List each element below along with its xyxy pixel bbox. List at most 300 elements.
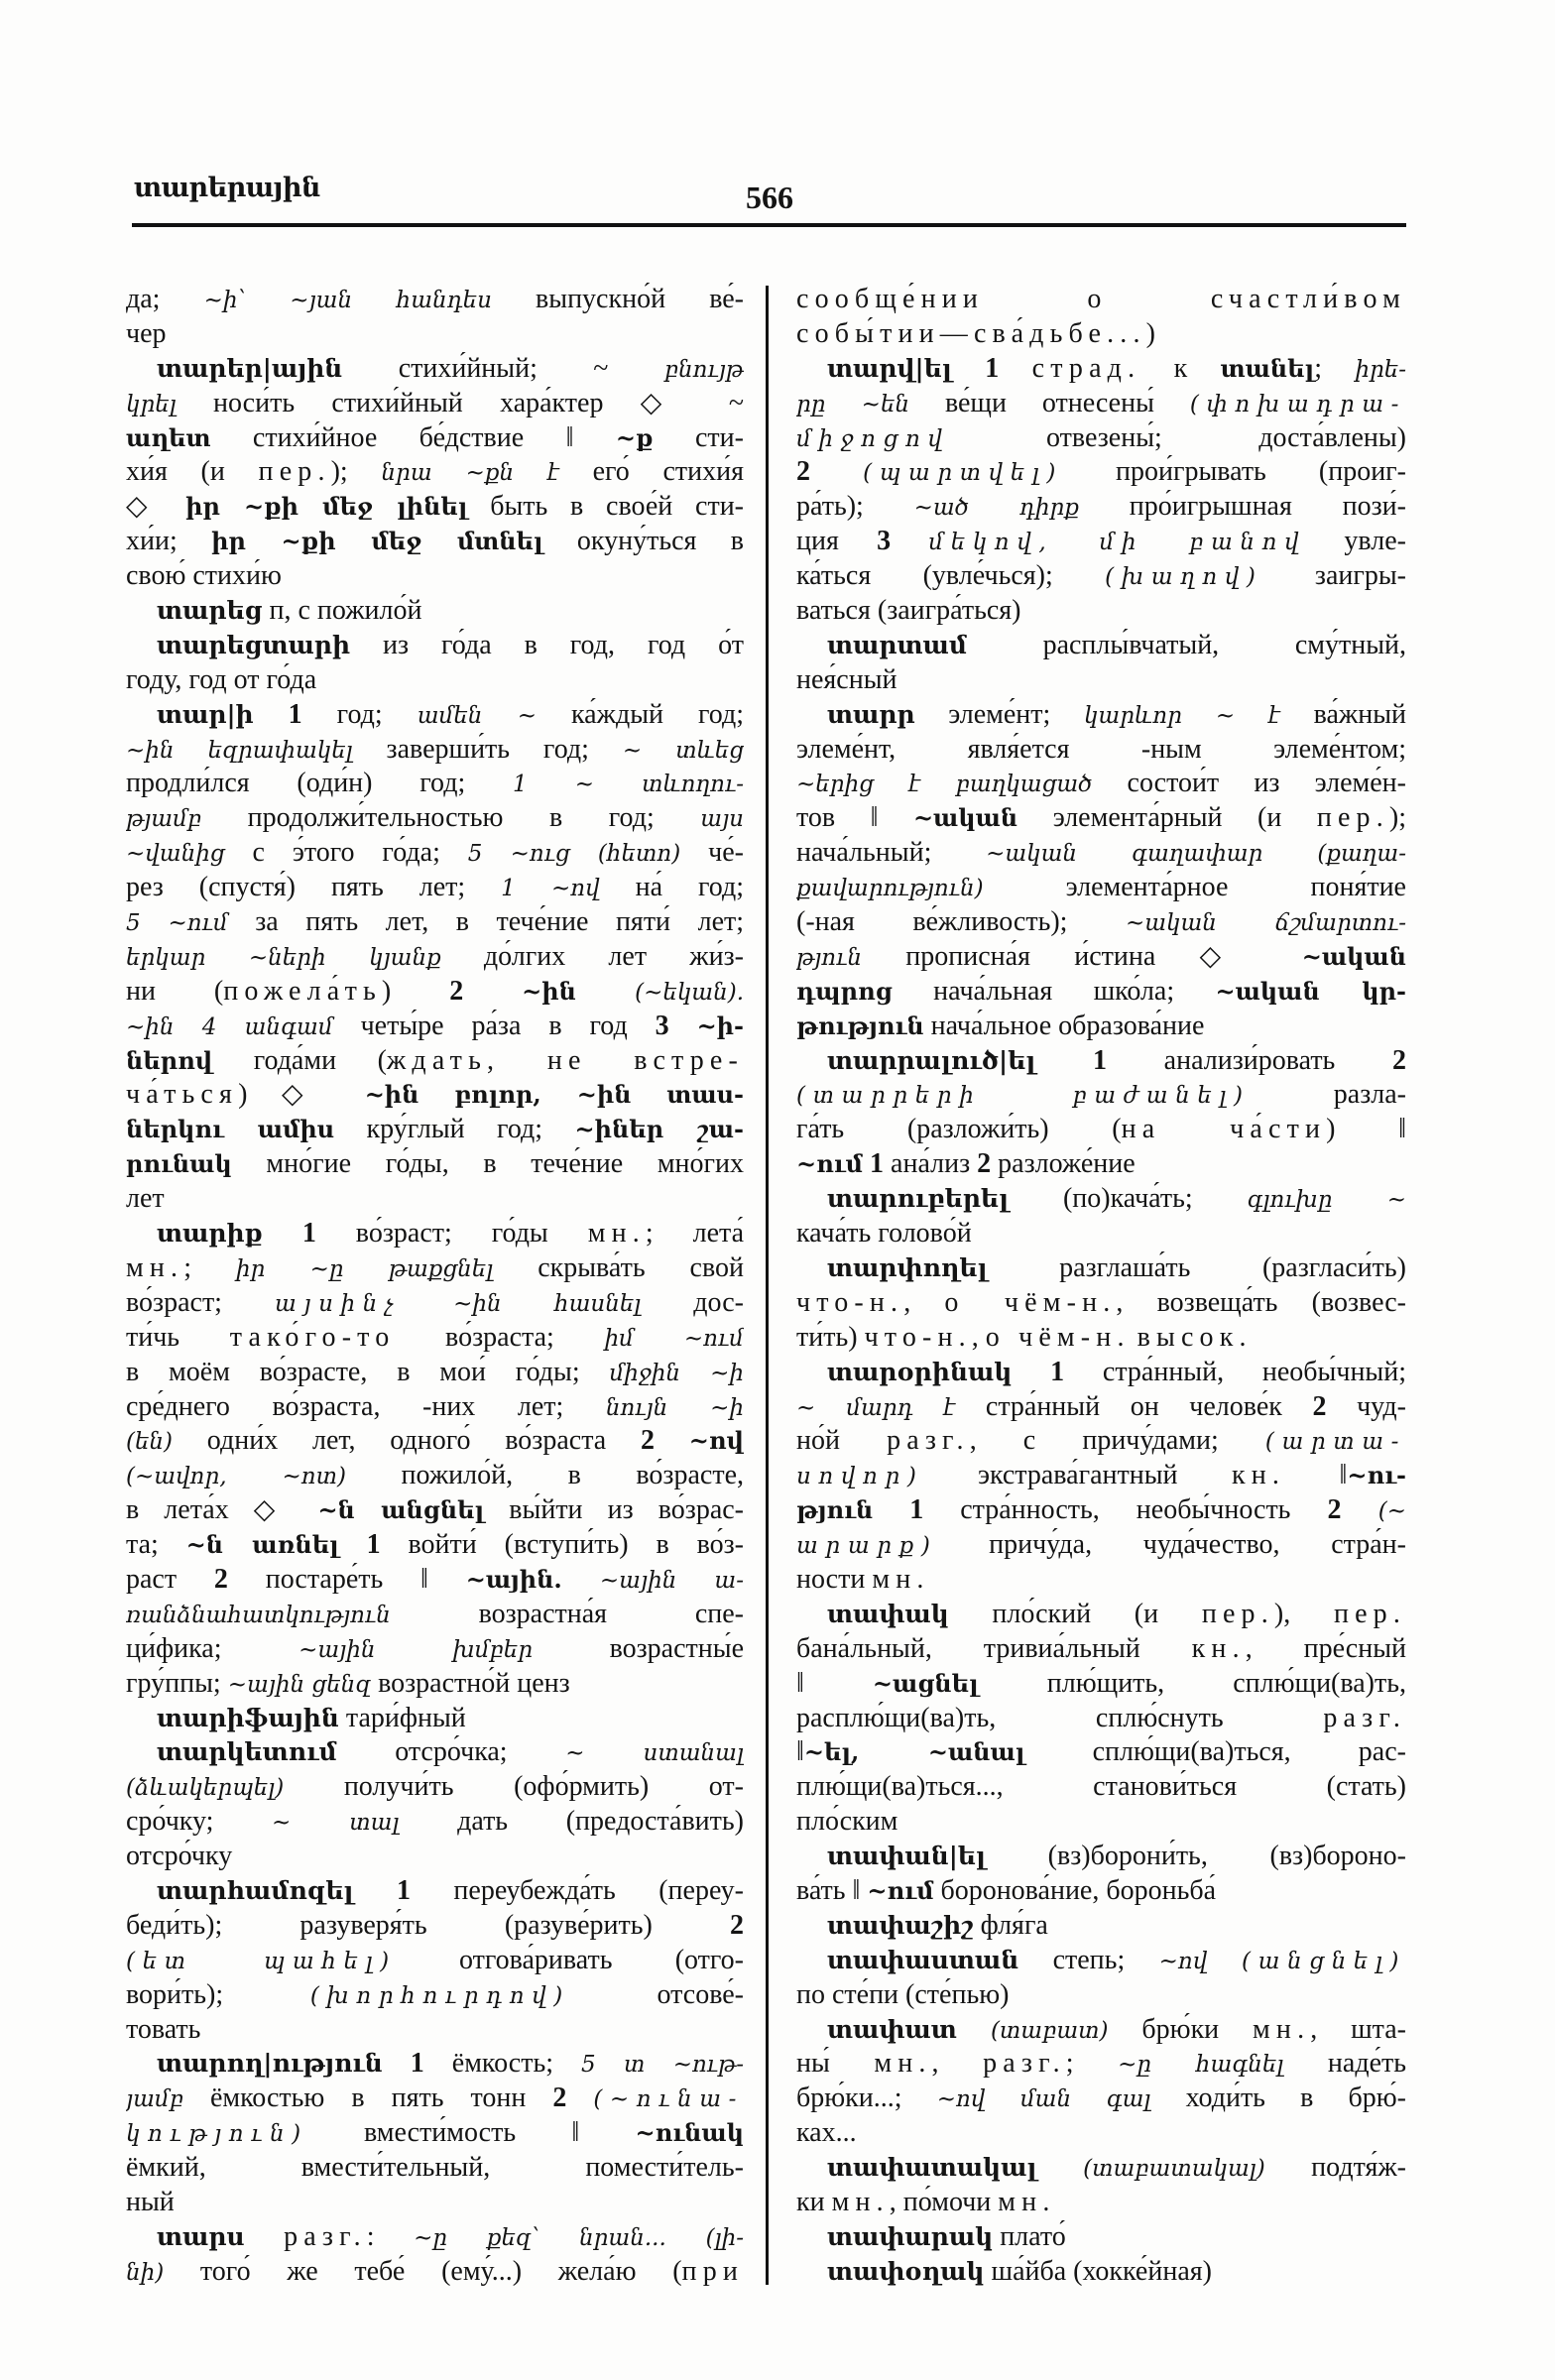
translation-text: хи́и; [126,526,212,557]
bold-phrase: ~ք [615,422,654,452]
headword: տափակ [827,1599,949,1628]
translation-text: получи́ть (офо́рмить) от- [284,1771,744,1803]
dictionary-line [796,1251,1406,1286]
page-number: 566 [746,179,793,215]
headword: տափաշիշ [827,1910,974,1940]
translation-text: сре́днего во́зраста, -них лет; [126,1390,606,1422]
translation-text: чуд- [1326,1390,1406,1422]
sense-number: 1 [262,1218,316,1250]
spaced-label: мн. [587,1218,646,1250]
armenian-example: 5 ~ուց (հետո) [467,841,681,868]
translation-text: нея́сный [796,663,897,695]
dictionary-line [796,1217,1406,1251]
armenian-example: թյամբ [126,806,202,833]
armenian-example: նի) [126,2259,165,2286]
translation-text: , [971,1321,986,1353]
dictionary-line [796,2255,1406,2290]
translation-text: разложе́ние [991,1148,1136,1180]
armenian-example: 5 ~ում [126,910,228,937]
translation-text: дать (предоста́вить) [399,1806,744,1838]
dictionary-line [796,2013,1406,2048]
armenian-example: (~ավոր, ~ոտ) [126,1464,346,1490]
bold-phrase: ~ի- [696,1011,744,1040]
dictionary-line [126,1010,744,1044]
translation-text: ва́жный [1279,698,1406,730]
dictionary-line [796,2220,1406,2255]
armenian-example: 1 ~ով [501,876,600,902]
translation-text: ёмкость; [423,2048,582,2080]
armenian-example-spaced: (անցնել) [1242,1948,1406,1974]
translation-text: ёмкостью в пять тонн [182,2082,553,2114]
translation-text: (вз)борони́ть, (вз)бороно- [986,1841,1406,1872]
translation-text: стра́нный, необы́чный; [1064,1356,1406,1387]
translation-text: разглаша́ть (разгласи́ть) [987,1251,1406,1283]
dictionary-line [796,525,1406,559]
dictionary-line [126,1356,744,1390]
dictionary-line [126,767,744,801]
armenian-example: ~ը հագնել [1118,2052,1284,2079]
dictionary-line [126,1805,744,1840]
translation-text: раст [126,1563,214,1595]
bold-phrase: տանել [1220,353,1315,383]
translation-text: продли́лся (оди́н) год; [126,768,514,799]
dictionary-line [796,2186,1406,2220]
dictionary-line [126,1286,744,1321]
spaced-label: разг. [887,1425,970,1457]
armenian-example: այս [700,806,744,833]
dictionary-line [796,1840,1406,1874]
translation-text: отсове́- [569,1978,744,2010]
armenian-example-spaced: (~ունա- [593,2086,744,2113]
dictionary-line [126,1598,744,1632]
spaced-label: ча́ться [126,1079,239,1111]
armenian-example: (~եկան). [575,979,744,1006]
bold-phrase: դպրոց [796,976,893,1006]
spaced-label: мн. [126,1251,184,1283]
spaced-label: мн. [874,2048,932,2080]
headword: տարտամ [827,630,967,659]
headword: տարուբերել [827,1184,1010,1214]
translation-text: элемента́рное поня́тие [983,872,1406,903]
translation-text: элеме́нт; [914,698,1084,730]
armenian-example: թյուն [796,944,862,971]
sense-number: 1 [1012,1356,1065,1387]
sense-number: 1 [863,1148,885,1180]
headword: տափան|ել [827,1842,986,1871]
dictionary-line [796,663,1406,698]
translation-text: одни́х лет, одного́ во́зраста [173,1425,642,1457]
translation-text: ция [796,526,878,557]
translation-text: скрыва́ть свой [493,1251,744,1283]
translation-text: ёмкий, вмести́тельный, помести́тель- [126,2152,744,2184]
sense-number: 3 [877,526,929,557]
bold-phrase: րունակ [126,1149,232,1179]
armenian-example-spaced: (արտա- [1264,1429,1406,1456]
translation-text: носи́ть стихи́йный хара́ктер ◇ ~ [176,387,744,418]
armenian-example: իմ ~ում [604,1325,744,1352]
armenian-example: միջին ~ի [609,1360,744,1386]
spaced-label: разг. [284,2220,367,2252]
armenian-example: 1 ~ տևողու- [513,772,744,798]
dictionary-line [796,317,1406,352]
translation-text: стра́нный он челове́к [955,1390,1313,1422]
translation-text: пожило́й, в во́зрасте, [346,1460,744,1491]
dictionary-line [126,801,744,836]
dictionary-line [796,490,1406,525]
dictionary-line [796,1667,1406,1702]
dictionary-line [796,871,1406,905]
dictionary-line [126,1563,744,1598]
translation-text: переубежда́ть (переу- [410,1874,744,1906]
translation-text: во́зраст; го́ды [315,1218,588,1250]
dictionary-line [126,1147,744,1182]
translation-text: ) [381,975,450,1007]
spaced-label: что-н. [796,1286,904,1318]
armenian-example: ~ մարդ է [796,1394,956,1421]
dictionary-line [796,1978,1406,2013]
sense-number: 1 [1035,1044,1107,1076]
dictionary-line [796,2082,1406,2116]
translation-text: га́ть (разложи́ть) ( [796,1114,1122,1145]
armenian-example: գլուխը ~ [1247,1187,1406,1214]
dictionary-line [796,1044,1406,1079]
spaced-label: пер. [1333,1598,1406,1629]
translation-text: гру́ппы; [126,1667,228,1699]
armenian-example-spaced: (փոխադրա- [1189,391,1406,417]
translation-text: бана́льный, тривиа́льный [796,1632,1192,1664]
translation-text: отвезены́; доста́влены) [949,421,1406,453]
dictionary-line [796,836,1406,871]
dictionary-line [796,1286,1406,1321]
bold-phrase: ~ել, ~անալ [803,1737,1025,1767]
translation-text: ; лета́ [645,1218,744,1250]
translation-text: увле- [1306,526,1406,557]
translation-text: хи́я (и [126,456,259,488]
bold-phrase: ~ով [688,1426,744,1456]
dictionary-line [796,1770,1406,1805]
headword: տափատ [827,2014,957,2044]
translation-text: году, год от го́да [126,663,317,695]
dictionary-line [126,2255,744,2290]
translation-text: мно́гие го́ды, в тече́ние мно́гих [231,1148,744,1180]
armenian-example-spaced: (ետ պահել) [126,1948,397,1974]
armenian-example-spaced: (խաղով) [1105,564,1263,591]
dictionary-line [126,1770,744,1805]
translation-text: постаре́ть ‖ [227,1563,466,1595]
dictionary-line [796,1735,1406,1770]
spaced-label: тако́го-то [229,1321,396,1353]
armenian-example: ~ տալ [272,1810,400,1837]
dictionary-line [796,421,1406,456]
translation-text: продолжи́тельностью в год; [201,802,701,834]
sense-number: 1 [873,1494,924,1526]
armenian-example: (տաբատ) [956,2017,1109,2044]
headword: տարիք [157,1219,263,1249]
armenian-example: ~ին 4 անգամ [126,1013,333,1040]
dictionary-line [126,2047,744,2082]
translation-text: ‖ [1285,1460,1348,1491]
translation-text: нача́льная шко́ла; [892,975,1216,1007]
dictionary-line [126,1251,744,1286]
sense-number: 1 [353,1874,411,1906]
translation-text: брю́ки...; [796,2082,937,2114]
bold-phrase: ~ական [1301,941,1406,971]
dictionary-line [126,283,744,317]
dictionary-line [796,1424,1406,1459]
translation-text: пло́ский (и [948,1598,1202,1629]
dictionary-line [796,1944,1406,1978]
translation-text: , [931,2048,984,2080]
translation-text: на́ год; [599,872,744,903]
headword: տարվ|ել [827,353,952,383]
bold-phrase: ~ու- [1347,1461,1406,1490]
translation-text: экстрава́гантный [923,1460,1232,1491]
armenian-example: ~ին հասնել [400,1290,642,1317]
headword: տարեցտարի [157,630,351,659]
translation-text: анализи́ровать [1107,1044,1393,1076]
dictionary-line [126,2082,744,2116]
translation-text: нача́льное образова́ние [923,1010,1205,1041]
spaced-label: пожела́ть [223,975,382,1007]
dictionary-line [796,2047,1406,2082]
translation-text: че́- [680,837,744,869]
bold-phrase: ~իներ շա- [574,1115,744,1144]
armenian-example: (~ [1341,1498,1406,1525]
dictionary-line [126,1321,744,1356]
dictionary-line [126,1459,744,1493]
dictionary-line [796,559,1406,594]
translation-text: ности [796,1563,873,1595]
armenian-example: ~ը քեզ՝ նրան... (լի- [414,2224,744,2251]
dictionary-line [126,317,744,352]
bold-phrase: ~ում [867,1875,934,1905]
dictionary-line [796,352,1406,387]
dictionary-line [126,559,744,594]
spaced-label: ждать, не встре- [386,1044,744,1076]
translation-text: плато́ [993,2220,1066,2252]
translation-text: ны́ [796,2048,875,2080]
translation-text: заверши́ть год; [352,733,623,765]
translation-text: лет [126,1183,165,1215]
translation-text: стихи́йный; ~ [342,352,664,384]
translation-text: года́ми ( [212,1044,387,1076]
armenian-example: 5 տ ~ութ- [581,2052,744,2079]
translation-text: отгова́ривать (отго- [396,1944,744,1975]
armenian-example-spaced: (տարրերի բաժանել) [796,1083,1251,1110]
dictionary-line [126,629,744,663]
dictionary-line [126,1424,744,1459]
armenian-example: իր ~ը թաքցնել [235,1255,494,1282]
translation-text: его́ стихи́я [558,456,744,488]
translation-text: вори́ть); [126,1978,310,2010]
translation-text: брю́ки [1108,2013,1254,2045]
translation-text: ра́ть); [796,491,914,523]
translation-text: дос- [641,1286,744,1318]
sense-number: 2 [1327,1494,1342,1526]
translation-text: , пре́сный [1245,1632,1406,1664]
translation-text: ) ‖ [1326,1114,1406,1145]
headword: տափաստան [827,1945,1019,1974]
translation-text: да; [126,284,204,314]
translation-text: заигры- [1262,560,1406,592]
translation-text: ни ( [126,975,224,1007]
headword: տարող|ություն [157,2049,383,2079]
dictionary-line [126,1113,744,1147]
bold-phrase: ~ական կր- [1215,976,1406,1006]
sense-number: 2 [1392,1044,1406,1076]
translation-text: с э́того го́да; [224,837,468,869]
translation-text: прои́грывать (проиг- [1062,456,1406,488]
sense-number: 1 [382,2048,424,2080]
translation-text: тари́фный [338,1702,466,1733]
dictionary-line [126,1182,744,1217]
dictionary-line [126,1978,744,2013]
spaced-label: сообще́нии о счастли́вом [796,284,1406,314]
dictionary-line [796,1493,1406,1528]
armenian-example-spaced: մեկով, մի բանով [928,530,1307,556]
sense-number: 1 [253,698,302,730]
dictionary-line [796,1598,1406,1632]
armenian-example: ~ային ցենզ [227,1671,372,1698]
headword: տափօղակ [827,2256,985,2286]
translation-text: фля́га [973,1909,1048,1941]
armenian-example-spaced: (պարտվել) [863,460,1063,487]
bold-phrase: ~ունակ [635,2118,744,2148]
translation-text: ша́йба (хокке́йная) [984,2255,1212,2287]
translation-text: ; [1065,2048,1119,2080]
spaced-label: высок. [1136,1321,1253,1353]
dictionary-line [126,663,744,698]
dictionary-line [126,836,744,871]
translation-text: ках... [796,2117,857,2149]
translation-text: ти́ть) [796,1321,865,1353]
dictionary-line [126,871,744,905]
translation-text: ); [1388,802,1406,834]
armenian-example: երկար ~ների կյանք [126,944,441,971]
dictionary-line [796,1528,1406,1563]
dictionary-line [796,1909,1406,1944]
bold-phrase: ~ային. [465,1564,562,1594]
headword: տարեց [157,596,263,626]
dictionary-line [796,1563,1406,1598]
translation-text: ), [1273,1598,1334,1629]
dictionary-line [796,1147,1406,1182]
dictionary-line [796,283,1406,317]
translation-text: причу́да, чуда́чество, стра́н- [937,1529,1406,1561]
headword: տարր [827,699,915,729]
sense-number: 2 [977,1148,992,1180]
headword: տարօրինակ [827,1357,1013,1386]
dictionary-line [126,2116,744,2151]
headword: տափարակ [827,2221,994,2251]
translation-text: ана́лиз [884,1148,978,1180]
translation-text: , [903,1286,945,1318]
translation-text: ‖ [796,1667,873,1699]
dictionary-line [126,1528,744,1563]
spaced-label: о чём-н. [985,1321,1131,1353]
bold-phrase: ներով [126,1045,213,1075]
sense-number: 2 [1312,1390,1327,1422]
dictionary-line [796,1078,1406,1113]
translation-text: выпускно́й ве́- [491,284,744,314]
dictionary-line [126,455,744,490]
spaced-label: разг. [983,2048,1066,2080]
dictionary-line [796,975,1406,1010]
armenian-example: (տաբատակալ) [1036,2156,1265,2183]
dictionary-line [126,421,744,456]
running-head: տարերային [134,173,320,203]
translation-text: из го́да в год, год о́т [350,629,744,660]
bold-phrase: իր ~քի մեջ մտնել [211,527,543,556]
sense-number: 2 [796,456,864,488]
dictionary-line [796,387,1406,421]
translation-text: того́ же тебе́ (ему́...) жела́ю ( [164,2255,682,2287]
bold-phrase: իր ~քի մեջ լինել [185,492,468,522]
armenian-example: (են) [126,1429,174,1456]
bold-phrase: թյուն [796,1495,874,1525]
translation-text: рез (спустя́) пять лет; [126,872,502,903]
spaced-label: пер. [1316,802,1389,834]
translation-text: четы́ре ра́за в год [332,1010,656,1041]
translation-text: подтя́ж- [1264,2152,1406,2184]
translation-text: нача́льный; [796,837,987,869]
bold-phrase: ~ն առնել [185,1530,339,1560]
dictionary-line [126,1078,744,1113]
translation-text: вмести́мость ‖ [307,2117,636,2149]
headword: տարհամոզել [157,1875,354,1905]
translation-text: ); [330,456,382,488]
dictionary-line [126,1702,744,1736]
translation-text: ки [796,2186,832,2217]
translation-text: ка́ждый год; [537,698,744,730]
dictionary-line [796,1702,1406,1736]
translation-text [245,2221,285,2252]
translation-text: ◇ [126,491,186,523]
translation-text: отсро́чка; [336,1736,566,1768]
bold-phrase: ~ն անցնել [317,1495,485,1525]
translation-text: наде́ть [1283,2048,1406,2080]
dictionary-line [126,2013,744,2048]
armenian-example: քավարություն) [796,876,984,902]
headword: տարկետում [157,1737,337,1767]
dictionary-line [796,1113,1406,1147]
armenian-example: յամբ [126,2086,183,2113]
column-divider [766,286,769,2285]
translation-text: разла- [1250,1079,1406,1111]
translation-text: плю́щить, сплю́щи(ва)ть, [978,1667,1406,1699]
dictionary-line [126,698,744,733]
dictionary-line [796,1182,1406,1217]
translation-text: (-ная ве́жливость); [796,906,1126,938]
dictionary-line [796,2116,1406,2151]
spaced-label: пер. [1201,1598,1274,1629]
dictionary-line [796,767,1406,801]
armenian-example: նրա ~քն է [381,460,559,487]
dictionary-line [126,1217,744,1251]
dictionary-line [126,2186,744,2220]
dictionary-line [126,594,744,629]
translation-text: свою́ стихи́ю [126,560,282,592]
translation-text: возрастно́й ценз [371,1667,570,1699]
dictionary-line [126,905,744,940]
dictionary-line [126,1840,744,1874]
dictionary-line [126,490,744,525]
dictionary-line [796,801,1406,836]
sense-number: 1 [338,1529,381,1561]
armenian-example: նույն ~ի [605,1394,744,1421]
translation-text: боронова́ние, бороньба́ [933,1874,1217,1906]
sense-number: 2 [213,1563,228,1595]
